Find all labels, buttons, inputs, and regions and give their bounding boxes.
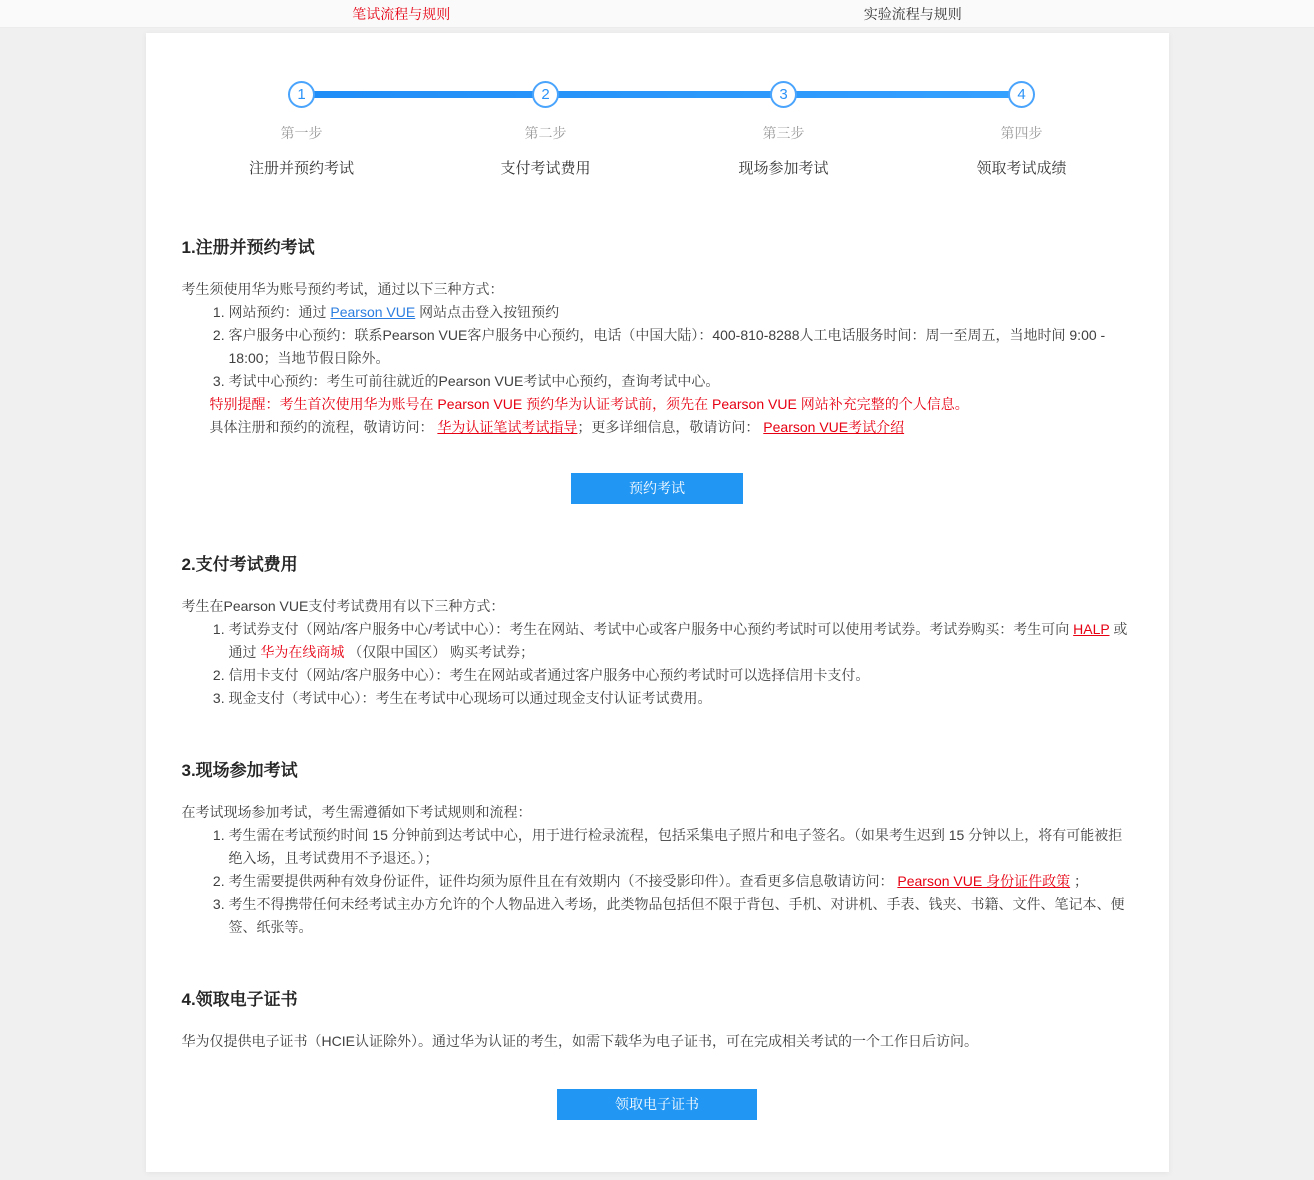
list-item bbox=[229, 870, 1133, 893]
section-get-e-certificate bbox=[182, 985, 1133, 1120]
stepper-connector-line bbox=[302, 91, 1022, 98]
book-exam-button[interactable]: 预约考试 bbox=[571, 473, 743, 504]
list-item: 1. 考生需在考试预约时间 15 分钟前到达考试中心，用于进行检录流程，包括采集电子照片和电子签名。（如果考生迟到 15 分钟以上，将有可能被拒绝入场，且考试费用不予退还。）； bbox=[229, 824, 1133, 870]
pearson-vue-exam-intro-link[interactable]: Pearson VUE考试介绍 bbox=[763, 419, 905, 435]
step-2-circle: 2 bbox=[532, 81, 559, 108]
step-1 bbox=[202, 81, 402, 178]
section-1-heading: 1.注册并预约考试 bbox=[181, 238, 315, 257]
item-text: 考试券支付（网站/客户服务中心/考试中心）：考生在网站、考试中心或客户服务中心预约考试时可以使用考试券。考试券购买：考生可向 bbox=[228, 621, 1074, 637]
tab-lab-exam-rules[interactable]: 实验流程与规则 bbox=[863, 5, 962, 22]
item-text: ； bbox=[1070, 873, 1088, 889]
exam-process-stepper bbox=[146, 33, 1169, 219]
item-text: 考生需要提供两种有效身份证件，证件均须为原件且在有效期内（不接受影印件）。查看更多信息敬请访问： bbox=[228, 873, 898, 889]
pearson-vue-link[interactable]: Pearson VUE bbox=[330, 304, 416, 320]
item-text: 网站预约：通过 bbox=[228, 304, 331, 320]
list-item: 2. 客户服务中心预约：联系Pearson VUE客户服务中心预约，电话（中国大陆）：400-810-8288人工电话服务时间：周一至周五，当地时间 9:00 - 18:00；当地节假日除外。 bbox=[229, 324, 1133, 370]
get-e-certificate-button[interactable]: 领取电子证书 bbox=[557, 1089, 757, 1120]
step-3-circle: 3 bbox=[770, 81, 797, 108]
step-4 bbox=[922, 81, 1122, 178]
section-1-list bbox=[182, 301, 1133, 393]
tab-bar bbox=[0, 0, 1314, 28]
section-2-heading: 2.支付考试费用 bbox=[181, 555, 298, 574]
section-4-intro: 华为仅提供电子证书（HCIE认证除外）。通过华为认证的考生，如需下载华为电子证书，可在完成相关考试的一个工作日后访问。 bbox=[181, 1033, 978, 1049]
guide-links-line bbox=[210, 416, 1133, 439]
step-2 bbox=[446, 81, 646, 178]
section-2-intro: 考生在Pearson VUE支付考试费用有以下三种方式： bbox=[181, 598, 505, 614]
list-item: 3. 考生不得携带任何未经考试主办方允许的个人物品进入考场，此类物品包括但不限于背包、手机、对讲机、手表、钱夹、书籍、文件、笔记本、便签、纸张等。 bbox=[229, 893, 1133, 939]
section-3-list bbox=[182, 824, 1133, 939]
section-3-intro: 在考试现场参加考试，考生需遵循如下考试规则和流程： bbox=[181, 804, 532, 820]
item-text: 网站点击登入按钮预约 bbox=[415, 304, 560, 320]
item-text: （仅限中国区） 购买考试券； bbox=[344, 644, 535, 660]
section-pay-exam-fee bbox=[182, 550, 1133, 710]
step-4-circle: 4 bbox=[1008, 81, 1035, 108]
step-4-label: 第四步 bbox=[1000, 125, 1043, 141]
special-reminder-text: 特别提醒：考生首次使用华为账号在 Pearson VUE 预约华为认证考试前，须先在 Pearson VUE 网站补充完整的个人信息。 bbox=[209, 396, 969, 412]
step-3-label: 第三步 bbox=[762, 125, 805, 141]
step-1-label: 第一步 bbox=[280, 125, 323, 141]
written-exam-guide-link[interactable]: 华为认证笔试考试指导 bbox=[437, 419, 578, 435]
step-2-label: 第二步 bbox=[524, 125, 567, 141]
content-card bbox=[146, 33, 1169, 1172]
list-item bbox=[229, 618, 1133, 664]
section-1-intro: 考生须使用华为账号预约考试，通过以下三种方式： bbox=[181, 281, 504, 297]
step-1-circle: 1 bbox=[288, 81, 315, 108]
list-item: 3. 现金支付（考试中心）：考生在考试中心现场可以通过现金支付认证考试费用。 bbox=[229, 687, 1133, 710]
step-2-title: 支付考试费用 bbox=[500, 160, 591, 177]
halp-link[interactable]: HALP bbox=[1073, 621, 1110, 637]
step-1-title: 注册并预约考试 bbox=[248, 160, 354, 177]
step-3 bbox=[684, 81, 884, 178]
section-3-heading: 3.现场参加考试 bbox=[181, 761, 298, 780]
step-3-title: 现场参加考试 bbox=[738, 160, 829, 177]
guide-pre-text: 具体注册和预约的流程，敬请访问： bbox=[209, 419, 438, 435]
id-policy-link[interactable]: Pearson VUE 身份证件政策 bbox=[897, 873, 1071, 889]
huawei-online-store-link[interactable]: 华为在线商城 bbox=[260, 644, 345, 660]
guide-mid-text: ；更多详细信息，敬请访问： bbox=[577, 419, 764, 435]
section-4-heading: 4.领取电子证书 bbox=[181, 990, 298, 1009]
item-text: 或通过 bbox=[228, 621, 1128, 660]
list-item: 3. 考试中心预约：考生可前往就近的Pearson VUE考试中心预约，查询考试中心。 bbox=[229, 370, 1133, 393]
step-4-title: 领取考试成绩 bbox=[976, 160, 1067, 177]
tab-written-exam-rules[interactable]: 笔试流程与规则 bbox=[352, 5, 451, 22]
list-item bbox=[229, 301, 1133, 324]
list-item: 2. 信用卡支付（网站/客户服务中心）：考生在网站或者通过客户服务中心预约考试时可以选择信用卡支付。 bbox=[229, 664, 1133, 687]
section-attend-exam-onsite bbox=[182, 756, 1133, 939]
section-register-and-book bbox=[182, 233, 1133, 504]
section-2-list bbox=[182, 618, 1133, 710]
